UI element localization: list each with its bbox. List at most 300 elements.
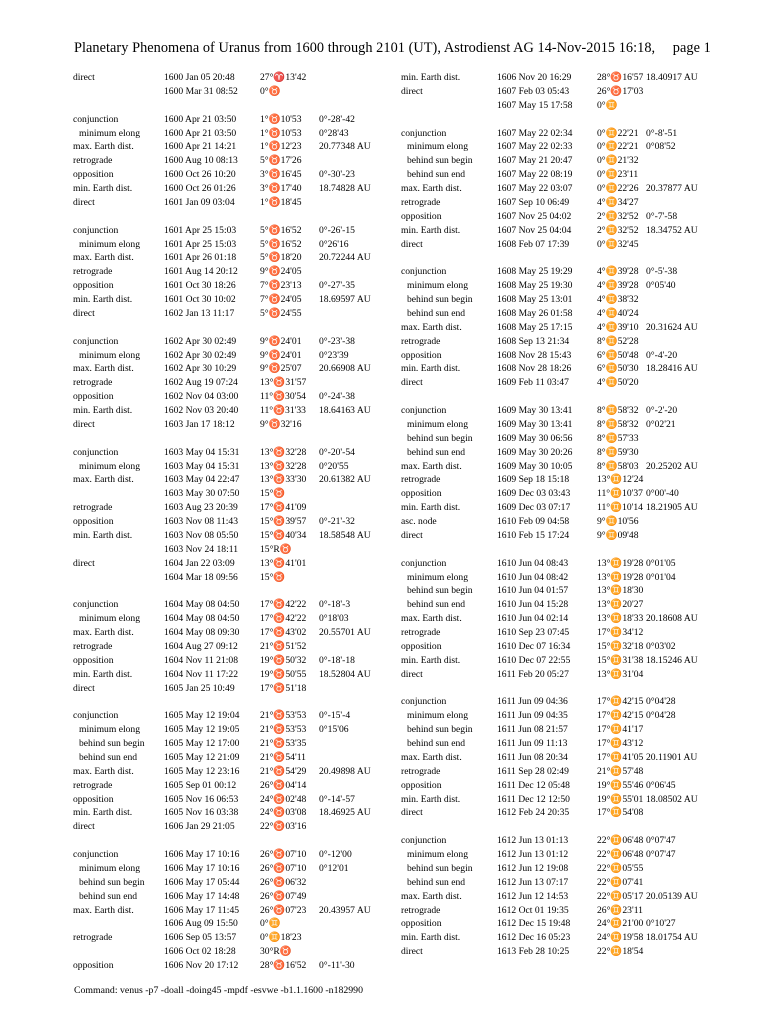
extra-value: 0°-26'-15 bbox=[319, 224, 355, 236]
event-date: 1609 Feb 11 03:47 bbox=[497, 377, 569, 389]
zodiac-position: 4°♊40'24 bbox=[597, 307, 639, 319]
zodiac-position: 2°♊32'52 bbox=[597, 224, 639, 236]
ephemeris-row bbox=[73, 238, 403, 252]
event-label: min. Earth dist. bbox=[401, 502, 461, 514]
event-label: direct bbox=[73, 418, 95, 430]
extra-value: 20.05139 AU bbox=[646, 890, 698, 902]
ephemeris-row bbox=[401, 418, 731, 432]
zodiac-position: 15°♊32'18 bbox=[597, 640, 644, 652]
event-label: behind sun begin bbox=[79, 738, 145, 749]
event-label: min. Earth dist. bbox=[73, 294, 133, 305]
zodiac-position: 0°♊22'21 bbox=[597, 127, 639, 139]
ephemeris-row bbox=[401, 806, 731, 820]
zodiac-position: 24°♉02'48 bbox=[260, 793, 307, 805]
event-label: retrograde bbox=[73, 155, 113, 167]
ephemeris-row bbox=[73, 890, 403, 904]
ephemeris-row bbox=[73, 959, 403, 973]
event-label: max. Earth dist. bbox=[73, 904, 134, 916]
zodiac-position: 8°♊59'30 bbox=[597, 446, 639, 458]
ephemeris-row bbox=[401, 904, 731, 918]
event-label: min. Earth dist. bbox=[401, 72, 461, 83]
ephemeris-row bbox=[73, 168, 403, 182]
extra-value: 0°04'28 bbox=[646, 696, 676, 708]
event-date: 1612 Jun 13 01:12 bbox=[497, 849, 569, 860]
event-label: minimum elong bbox=[407, 280, 469, 292]
event-date: 1601 Apr 25 15:03 bbox=[164, 224, 237, 236]
event-date: 1612 Jun 13 07:17 bbox=[497, 876, 569, 888]
blank-line bbox=[73, 321, 403, 335]
zodiac-position: 9°♉25'07 bbox=[260, 363, 302, 375]
zodiac-position: 15°♊31'38 bbox=[597, 654, 644, 666]
zodiac-position: 11°♊10'14 bbox=[597, 502, 643, 514]
zodiac-position: 7°♉24'05 bbox=[260, 294, 302, 305]
event-label: opposition bbox=[401, 349, 442, 361]
extra-value: 18.46925 AU bbox=[319, 807, 371, 819]
ephemeris-row bbox=[73, 904, 403, 918]
event-label: minimum elong bbox=[79, 724, 141, 736]
ephemeris-row bbox=[401, 557, 731, 571]
event-date: 1612 Oct 01 19:35 bbox=[497, 904, 569, 916]
event-date: 1610 Jun 04 08:43 bbox=[497, 557, 569, 569]
event-date: 1610 Feb 09 04:58 bbox=[497, 516, 570, 527]
event-date: 1613 Feb 28 10:25 bbox=[497, 946, 570, 958]
event-label: direct bbox=[401, 85, 423, 97]
event-label: retrograde bbox=[401, 474, 441, 486]
zodiac-position: 13°♉32'28 bbox=[260, 460, 307, 472]
event-label: opposition bbox=[401, 918, 442, 930]
ephemeris-row bbox=[73, 945, 403, 959]
event-label: direct bbox=[401, 668, 423, 680]
event-label: conjunction bbox=[401, 835, 447, 847]
extra-value: 0°02'21 bbox=[646, 418, 676, 430]
event-label: direct bbox=[401, 377, 423, 389]
event-date: 1604 May 08 04:50 bbox=[164, 599, 240, 611]
event-date: 1603 Aug 23 20:39 bbox=[164, 502, 238, 514]
extra-value: 0°00'-40 bbox=[646, 488, 679, 500]
event-date: 1609 May 30 10:05 bbox=[497, 460, 573, 472]
ephemeris-row bbox=[73, 501, 403, 515]
zodiac-position: 19°♉50'32 bbox=[260, 654, 307, 666]
ephemeris-row bbox=[73, 931, 403, 945]
zodiac-position: 4°♊39'28 bbox=[597, 280, 639, 292]
ephemeris-row bbox=[73, 376, 403, 390]
event-date: 1611 Feb 20 05:27 bbox=[497, 668, 569, 680]
zodiac-position: 17°♉42'22 bbox=[260, 613, 307, 625]
ephemeris-row bbox=[73, 862, 403, 876]
event-label: conjunction bbox=[401, 405, 447, 416]
ephemeris-row bbox=[73, 668, 403, 682]
zodiac-position: 8°♊58'03 bbox=[597, 460, 639, 472]
zodiac-position: 24°♊19'58 bbox=[597, 932, 644, 944]
ephemeris-row bbox=[73, 349, 403, 363]
extra-value: 20.72244 AU bbox=[319, 252, 371, 264]
zodiac-position: 5°♉16'52 bbox=[260, 224, 302, 236]
zodiac-position: 24°♉03'08 bbox=[260, 807, 307, 819]
event-date: 1612 Dec 15 19:48 bbox=[497, 918, 571, 930]
event-date: 1610 Jun 04 15:28 bbox=[497, 599, 569, 611]
event-date: 1602 Nov 03 20:40 bbox=[164, 405, 239, 416]
extra-value: 0°05'40 bbox=[646, 280, 676, 292]
blank-line bbox=[401, 251, 731, 265]
event-label: max. Earth dist. bbox=[401, 183, 462, 194]
extra-value: 20.49898 AU bbox=[319, 765, 371, 777]
zodiac-position: 22°♉03'16 bbox=[260, 821, 307, 833]
event-label: opposition bbox=[73, 654, 114, 666]
zodiac-position: 13°♊18'30 bbox=[597, 585, 644, 597]
event-date: 1600 Apr 21 03:50 bbox=[164, 113, 237, 125]
blank-line bbox=[401, 820, 731, 834]
event-date: 1604 Aug 27 09:12 bbox=[164, 640, 238, 652]
extra-value: 0°18'03 bbox=[319, 613, 349, 625]
ephemeris-row bbox=[401, 598, 731, 612]
ephemeris-row bbox=[73, 876, 403, 890]
extra-value: 0°-7'-58 bbox=[646, 210, 678, 222]
event-date: 1606 Oct 02 18:28 bbox=[164, 946, 236, 958]
extra-value: 0°01'04 bbox=[646, 571, 676, 583]
ephemeris-row bbox=[401, 168, 731, 182]
event-date: 1611 Jun 08 21:57 bbox=[497, 724, 568, 736]
event-date: 1607 May 22 02:34 bbox=[497, 127, 573, 139]
event-date: 1601 Apr 25 15:03 bbox=[164, 238, 237, 250]
zodiac-position: 13°♉32'28 bbox=[260, 446, 307, 458]
event-label: minimum elong bbox=[407, 418, 469, 430]
extra-value: 0°07'47 bbox=[646, 849, 676, 860]
zodiac-position: 1°♉10'53 bbox=[260, 127, 302, 139]
event-date: 1605 Nov 16 03:38 bbox=[164, 807, 239, 819]
event-label: asc. node bbox=[401, 516, 437, 527]
ephemeris-row bbox=[73, 307, 403, 321]
ephemeris-row bbox=[73, 487, 403, 501]
extra-value: 18.34752 AU bbox=[646, 224, 698, 236]
event-label: behind sun end bbox=[407, 169, 466, 181]
zodiac-position: 0°♊18'23 bbox=[260, 932, 302, 944]
extra-value: 20.18608 AU bbox=[646, 613, 698, 625]
zodiac-position: 17°♊41'17 bbox=[597, 724, 644, 736]
event-label: opposition bbox=[401, 488, 442, 500]
ephemeris-row bbox=[401, 654, 731, 668]
event-label: minimum elong bbox=[407, 849, 469, 860]
zodiac-position: 11°♉31'33 bbox=[260, 405, 306, 416]
event-label: behind sun end bbox=[407, 876, 466, 888]
zodiac-position: 9°♉24'05 bbox=[260, 266, 302, 278]
event-label: minimum elong bbox=[79, 127, 141, 139]
event-label: minimum elong bbox=[407, 571, 469, 583]
ephemeris-row bbox=[401, 779, 731, 793]
extra-value: 18.15246 AU bbox=[646, 654, 698, 666]
ephemeris-row bbox=[401, 210, 731, 224]
ephemeris-row bbox=[401, 834, 731, 848]
event-date: 1608 May 25 13:01 bbox=[497, 294, 573, 305]
ephemeris-row bbox=[401, 432, 731, 446]
event-date: 1608 May 25 19:29 bbox=[497, 266, 573, 278]
zodiac-position: 13°♊20'27 bbox=[597, 599, 644, 611]
blank-line bbox=[73, 432, 403, 446]
event-date: 1604 Mar 18 09:56 bbox=[164, 571, 238, 583]
ephemeris-row bbox=[73, 571, 403, 585]
event-date: 1610 Dec 07 22:55 bbox=[497, 654, 571, 666]
ephemeris-row bbox=[73, 418, 403, 432]
event-label: minimum elong bbox=[79, 613, 141, 625]
event-label: behind sun begin bbox=[407, 585, 473, 597]
extra-value: 20.31624 AU bbox=[646, 321, 698, 333]
event-date: 1604 May 08 09:30 bbox=[164, 627, 240, 638]
event-date: 1601 Apr 26 01:18 bbox=[164, 252, 237, 264]
event-label: max. Earth dist. bbox=[73, 474, 134, 486]
event-date: 1609 May 30 13:41 bbox=[497, 418, 573, 430]
zodiac-position: 11°♉30'54 bbox=[260, 391, 306, 403]
zodiac-position: 7°♉23'13 bbox=[260, 280, 302, 292]
event-date: 1608 Nov 28 15:43 bbox=[497, 349, 572, 361]
ephemeris-row bbox=[401, 279, 731, 293]
zodiac-position: 22°♊06'48 bbox=[597, 835, 644, 847]
event-label: minimum elong bbox=[79, 862, 141, 874]
zodiac-position: 26°♉06'32 bbox=[260, 876, 307, 888]
zodiac-position: 4°♊34'27 bbox=[597, 196, 639, 208]
event-date: 1600 Apr 21 03:50 bbox=[164, 127, 237, 139]
extra-value: 18.21905 AU bbox=[646, 502, 698, 514]
event-date: 1609 May 30 13:41 bbox=[497, 405, 573, 416]
ephemeris-row bbox=[73, 848, 403, 862]
zodiac-position: 26°♉07'23 bbox=[260, 904, 307, 916]
zodiac-position: 17°♉51'18 bbox=[260, 682, 307, 694]
zodiac-position: 17°♊42'15 bbox=[597, 696, 644, 708]
extra-value: 18.69597 AU bbox=[319, 294, 371, 305]
command-footer: Command: venus -p7 -doall -doing45 -mpdf -esvwe -b1.1.1600 -n182990 bbox=[74, 985, 363, 996]
event-date: 1603 May 30 07:50 bbox=[164, 488, 240, 500]
event-label: opposition bbox=[73, 960, 114, 971]
zodiac-position: 6°♊50'30 bbox=[597, 363, 639, 375]
ephemeris-row bbox=[401, 584, 731, 598]
event-label: direct bbox=[73, 72, 95, 83]
zodiac-position: 8°♊57'33 bbox=[597, 432, 639, 444]
extra-value: 0°-18'-18 bbox=[319, 654, 355, 666]
event-label: retrograde bbox=[73, 932, 113, 944]
event-label: opposition bbox=[401, 640, 442, 652]
ephemeris-row bbox=[73, 113, 403, 127]
event-date: 1603 May 04 22:47 bbox=[164, 474, 240, 486]
event-date: 1612 Dec 16 05:23 bbox=[497, 932, 571, 944]
ephemeris-row bbox=[73, 654, 403, 668]
event-label: min. Earth dist. bbox=[73, 807, 133, 819]
event-date: 1602 Aug 19 07:24 bbox=[164, 377, 238, 389]
ephemeris-row bbox=[401, 571, 731, 585]
extra-value: 0°-2'-20 bbox=[646, 405, 678, 416]
event-label: retrograde bbox=[401, 904, 441, 916]
event-date: 1605 Jan 25 10:49 bbox=[164, 682, 235, 694]
zodiac-position: 13°♉31'57 bbox=[260, 377, 307, 389]
event-date: 1611 Dec 12 05:48 bbox=[497, 779, 570, 791]
zodiac-position: 15°R♉ bbox=[260, 543, 292, 555]
event-date: 1601 Oct 30 18:26 bbox=[164, 280, 236, 292]
event-label: minimum elong bbox=[79, 460, 141, 472]
event-date: 1602 Apr 30 02:49 bbox=[164, 335, 237, 347]
zodiac-position: 15°♉ bbox=[260, 488, 286, 500]
zodiac-position: 28°♉16'52 bbox=[260, 960, 307, 971]
event-date: 1600 Apr 21 14:21 bbox=[164, 141, 237, 153]
zodiac-position: 17°♊41'05 bbox=[597, 751, 644, 763]
event-label: conjunction bbox=[401, 696, 447, 708]
ephemeris-row bbox=[401, 321, 731, 335]
event-label: conjunction bbox=[401, 127, 447, 139]
extra-value: 18.01754 AU bbox=[646, 932, 698, 944]
event-date: 1602 Nov 04 03:00 bbox=[164, 391, 239, 403]
zodiac-position: 22°♊06'48 bbox=[597, 849, 644, 860]
zodiac-position: 26°♉07'10 bbox=[260, 862, 307, 874]
event-label: minimum elong bbox=[407, 710, 469, 722]
event-label: max. Earth dist. bbox=[73, 765, 134, 777]
event-label: direct bbox=[73, 196, 95, 208]
event-label: conjunction bbox=[73, 446, 119, 458]
ephemeris-row bbox=[73, 196, 403, 210]
ephemeris-row bbox=[73, 154, 403, 168]
ephemeris-row bbox=[73, 362, 403, 376]
event-date: 1608 May 25 17:15 bbox=[497, 321, 573, 333]
event-date: 1611 Sep 28 02:49 bbox=[497, 765, 569, 777]
event-label: behind sun end bbox=[79, 890, 138, 902]
zodiac-position: 13°♉33'30 bbox=[260, 474, 307, 486]
extra-value: 20.66908 AU bbox=[319, 363, 371, 375]
zodiac-position: 4°♊39'28 bbox=[597, 266, 639, 278]
event-label: max. Earth dist. bbox=[401, 460, 462, 472]
event-date: 1612 Jun 13 01:13 bbox=[497, 835, 569, 847]
event-date: 1603 Nov 08 11:43 bbox=[164, 516, 238, 527]
zodiac-position: 4°♊38'32 bbox=[597, 294, 639, 305]
event-date: 1608 Nov 28 18:26 bbox=[497, 363, 572, 375]
event-label: direct bbox=[73, 557, 95, 569]
event-label: direct bbox=[73, 821, 95, 833]
event-date: 1606 May 17 11:45 bbox=[164, 904, 240, 916]
event-date: 1607 May 22 08:19 bbox=[497, 169, 573, 181]
event-date: 1604 Jan 22 03:09 bbox=[164, 557, 235, 569]
extra-value: 18.40917 AU bbox=[646, 72, 698, 83]
extra-value: 0°10'27 bbox=[646, 918, 676, 930]
extra-value: 20.61382 AU bbox=[319, 474, 371, 486]
event-date: 1600 Oct 26 10:20 bbox=[164, 169, 236, 181]
event-label: direct bbox=[401, 946, 423, 958]
zodiac-position: 17°♉43'02 bbox=[260, 627, 307, 638]
event-date: 1610 Sep 23 07:45 bbox=[497, 627, 570, 638]
ephemeris-row bbox=[401, 876, 731, 890]
event-date: 1606 May 17 14:48 bbox=[164, 890, 240, 902]
event-label: min. Earth dist. bbox=[401, 363, 461, 375]
zodiac-position: 28°♉16'57 bbox=[597, 72, 644, 83]
zodiac-position: 13°♉41'01 bbox=[260, 557, 307, 569]
ephemeris-row bbox=[401, 99, 731, 113]
extra-value: 18.28416 AU bbox=[646, 363, 698, 375]
ephemeris-row bbox=[401, 723, 731, 737]
extra-value: 0°04'28 bbox=[646, 710, 676, 722]
event-date: 1600 Jan 05 20:48 bbox=[164, 72, 235, 83]
event-label: max. Earth dist. bbox=[401, 890, 462, 902]
ephemeris-row bbox=[401, 487, 731, 501]
event-date: 1603 Nov 24 18:11 bbox=[164, 543, 238, 555]
event-label: conjunction bbox=[73, 224, 119, 236]
right-column bbox=[401, 71, 731, 959]
event-label: direct bbox=[401, 238, 423, 250]
ephemeris-row bbox=[73, 557, 403, 571]
event-date: 1606 May 17 05:44 bbox=[164, 876, 240, 888]
event-date: 1606 Sep 05 13:57 bbox=[164, 932, 237, 944]
event-date: 1606 Nov 20 16:29 bbox=[497, 72, 572, 83]
ephemeris-row bbox=[73, 515, 403, 529]
ephemeris-row bbox=[401, 529, 731, 543]
zodiac-position: 15°♉ bbox=[260, 571, 286, 583]
event-label: max. Earth dist. bbox=[401, 321, 462, 333]
event-label: retrograde bbox=[73, 266, 113, 278]
event-label: max. Earth dist. bbox=[73, 363, 134, 375]
event-label: min. Earth dist. bbox=[73, 405, 133, 416]
zodiac-position: 1°♉10'53 bbox=[260, 113, 302, 125]
zodiac-position: 21°♉51'52 bbox=[260, 640, 307, 652]
event-date: 1601 Jan 09 03:04 bbox=[164, 196, 235, 208]
zodiac-position: 21°♉53'53 bbox=[260, 724, 307, 736]
document-title: Planetary Phenomena of Uranus from 1600 through 2101 (UT), Astrodienst AG 14-Nov-2015 16:18, bbox=[74, 40, 656, 56]
event-date: 1606 May 17 10:16 bbox=[164, 849, 240, 860]
zodiac-position: 21°♉54'11 bbox=[260, 751, 306, 763]
ephemeris-row bbox=[73, 543, 403, 557]
zodiac-position: 0°♊23'11 bbox=[597, 169, 639, 181]
ephemeris-row bbox=[73, 737, 403, 751]
extra-value: 0°20'55 bbox=[319, 460, 349, 472]
zodiac-position: 9°♊09'48 bbox=[597, 529, 639, 541]
event-date: 1607 Sep 10 06:49 bbox=[497, 196, 570, 208]
event-label: opposition bbox=[73, 516, 114, 527]
ephemeris-row bbox=[401, 695, 731, 709]
event-label: conjunction bbox=[73, 710, 119, 722]
event-date: 1605 May 12 19:05 bbox=[164, 724, 240, 736]
zodiac-position: 9°♊10'56 bbox=[597, 516, 639, 527]
ephemeris-row bbox=[401, 501, 731, 515]
event-label: max. Earth dist. bbox=[401, 751, 462, 763]
zodiac-position: 9°♉24'01 bbox=[260, 349, 302, 361]
event-label: direct bbox=[73, 682, 95, 694]
extra-value: 0°03'02 bbox=[646, 640, 676, 652]
event-date: 1603 Jan 17 18:12 bbox=[164, 418, 235, 430]
extra-value: 0°-21'-32 bbox=[319, 516, 355, 527]
event-date: 1610 Feb 15 17:24 bbox=[497, 529, 570, 541]
ephemeris-row bbox=[73, 612, 403, 626]
event-date: 1610 Jun 04 02:14 bbox=[497, 613, 569, 625]
extra-value: 0°-4'-20 bbox=[646, 349, 678, 361]
ephemeris-row bbox=[401, 862, 731, 876]
event-label: behind sun begin bbox=[407, 862, 473, 874]
event-date: 1602 Apr 30 10:29 bbox=[164, 363, 237, 375]
event-date: 1605 May 12 21:09 bbox=[164, 751, 240, 763]
event-label: behind sun begin bbox=[79, 876, 145, 888]
zodiac-position: 13°♊31'04 bbox=[597, 668, 644, 680]
event-date: 1606 Aug 09 15:50 bbox=[164, 918, 238, 930]
event-date: 1608 May 25 19:30 bbox=[497, 280, 573, 292]
ephemeris-row bbox=[401, 446, 731, 460]
event-date: 1600 Aug 10 08:13 bbox=[164, 155, 238, 167]
zodiac-position: 22°♊07'41 bbox=[597, 876, 644, 888]
ephemeris-row bbox=[73, 682, 403, 696]
ephemeris-row bbox=[401, 265, 731, 279]
ephemeris-row bbox=[401, 349, 731, 363]
event-date: 1608 May 26 01:58 bbox=[497, 307, 573, 319]
zodiac-position: 19°♉50'55 bbox=[260, 668, 307, 680]
blank-line bbox=[73, 210, 403, 224]
event-label: conjunction bbox=[401, 557, 447, 569]
ephemeris-row bbox=[73, 446, 403, 460]
ephemeris-row bbox=[401, 127, 731, 141]
event-label: min. Earth dist. bbox=[401, 793, 461, 805]
blank-line bbox=[73, 834, 403, 848]
event-label: min. Earth dist. bbox=[401, 654, 461, 666]
event-date: 1605 Sep 01 00:12 bbox=[164, 779, 237, 791]
extra-value: 20.77348 AU bbox=[319, 141, 371, 153]
extra-value: 0°-11'-30 bbox=[319, 960, 355, 971]
